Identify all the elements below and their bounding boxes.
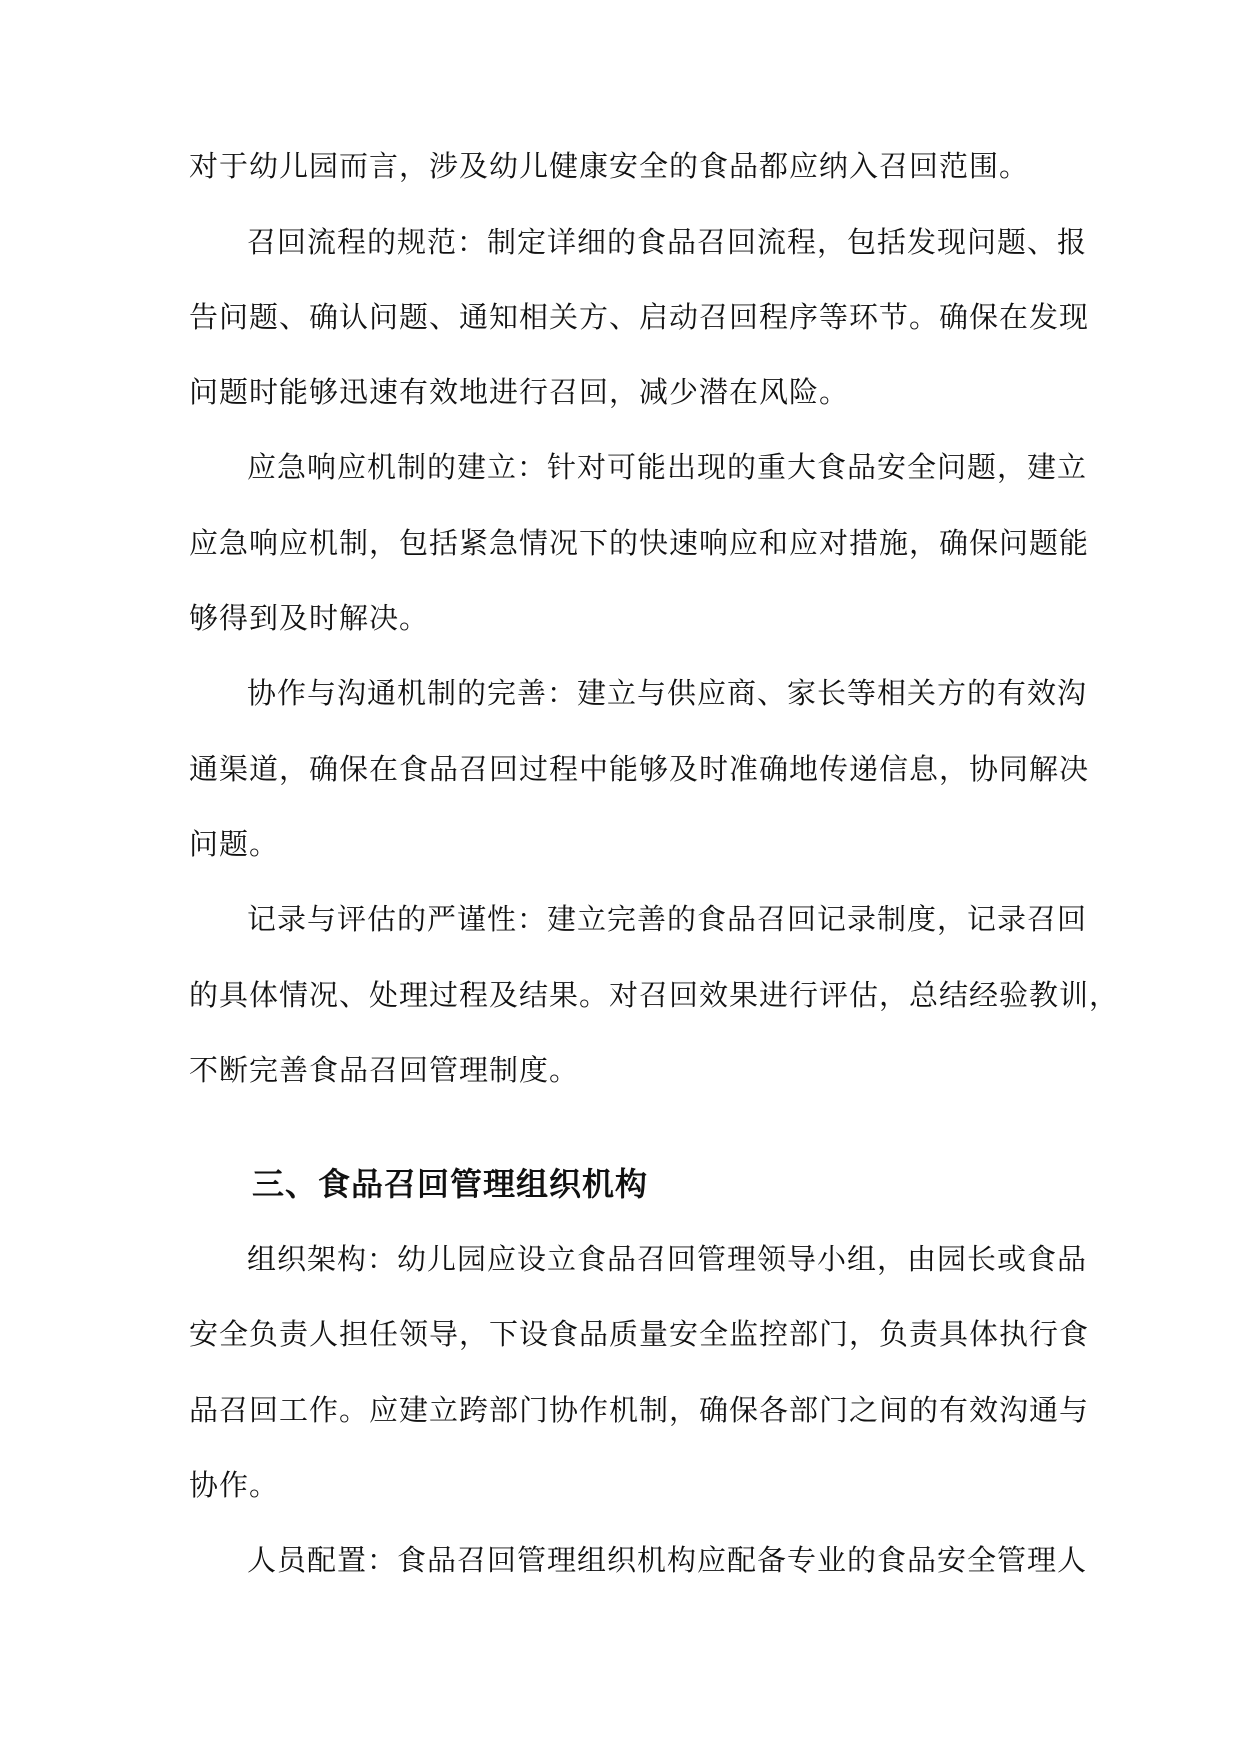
text-line-10: 问题。 — [189, 827, 280, 861]
text-line-11: 记录与评估的严谨性：建立完善的食品召回记录制度，记录召回 — [247, 902, 1088, 936]
text-line-2: 召回流程的规范：制定详细的食品召回流程，包括发现问题、报 — [247, 225, 1088, 259]
text-line-18: 人员配置：食品召回管理组织机构应配备专业的食品安全管理人 — [247, 1543, 1088, 1577]
text-line-17: 协作。 — [189, 1468, 280, 1502]
text-line-4: 问题时能够迅速有效地进行召回，减少潜在风险。 — [189, 375, 850, 409]
text-line-6: 应急响应机制，包括紧急情况下的快速响应和应对措施，确保问题能 — [189, 526, 1090, 560]
text-line-14: 组织架构：幼儿园应设立食品召回管理领导小组，由园长或食品 — [247, 1242, 1088, 1276]
text-line-7: 够得到及时解决。 — [189, 601, 430, 635]
text-line-12: 的具体情况、处理过程及结果。对召回效果进行评估，总结经验教训， — [189, 978, 1120, 1012]
text-line-5: 应急响应机制的建立：针对可能出现的重大食品安全问题，建立 — [247, 450, 1088, 484]
text-line-15: 安全负责人担任领导，下设食品质量安全监控部门，负责具体执行食 — [189, 1317, 1090, 1351]
section-heading: 三、食品召回管理组织机构 — [252, 1165, 649, 1203]
text-line-13: 不断完善食品召回管理制度。 — [189, 1053, 580, 1087]
text-line-3: 告问题、确认问题、通知相关方、启动召回程序等环节。确保在发现 — [189, 300, 1090, 334]
text-line-9: 通渠道，确保在食品召回过程中能够及时准确地传递信息，协同解决 — [189, 752, 1090, 786]
text-line-16: 品召回工作。应建立跨部门协作机制，确保各部门之间的有效沟通与 — [189, 1393, 1090, 1427]
text-line-1: 对于幼儿园而言，涉及幼儿健康安全的食品都应纳入召回范围。 — [189, 149, 1030, 183]
text-line-8: 协作与沟通机制的完善：建立与供应商、家长等相关方的有效沟 — [247, 676, 1088, 710]
